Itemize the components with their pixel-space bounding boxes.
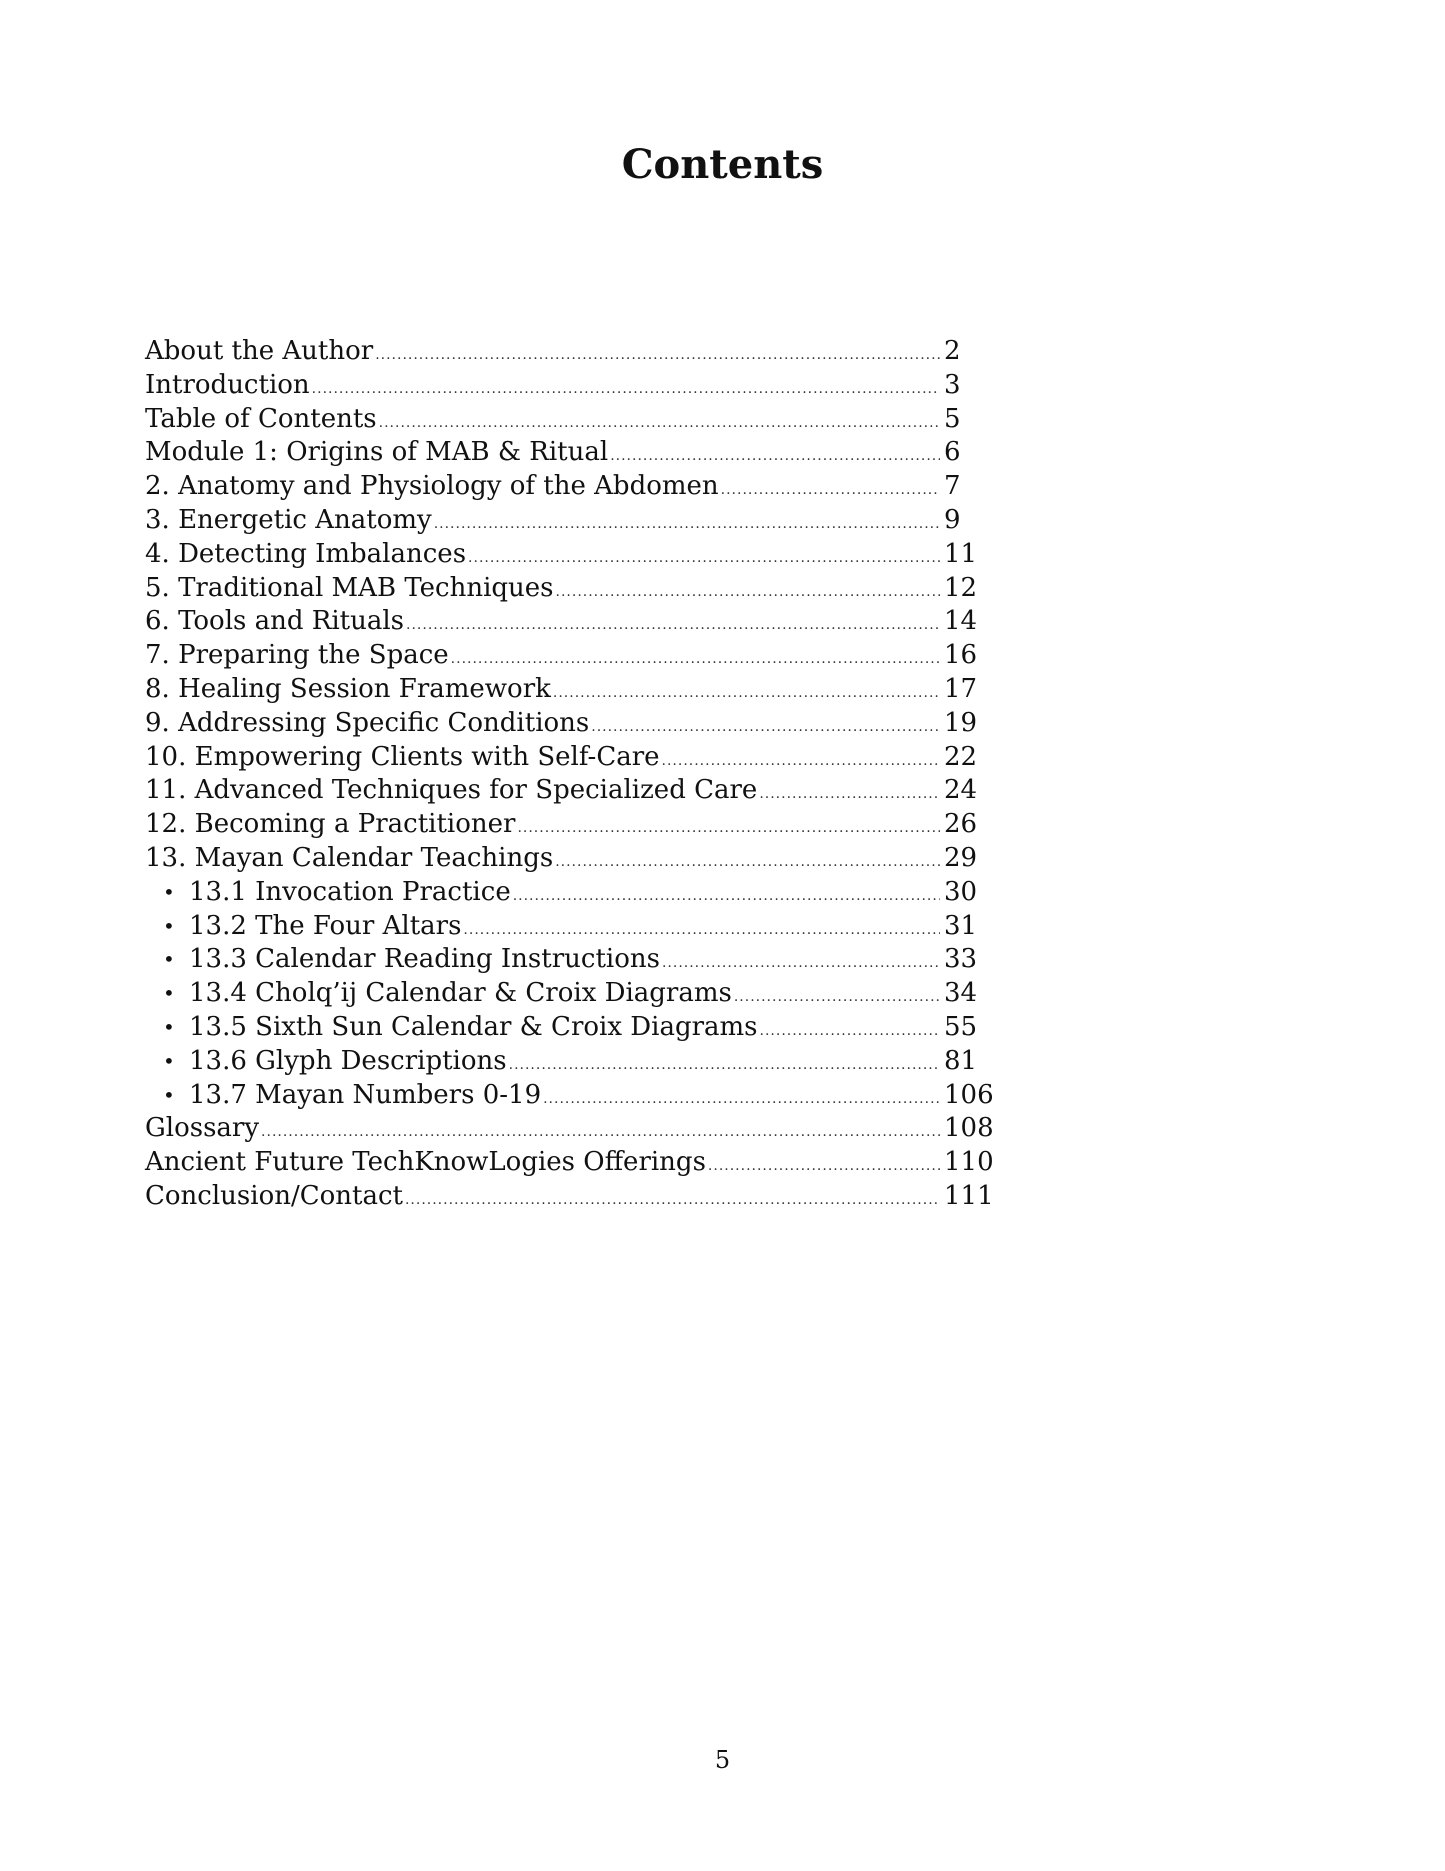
dot-leader: [556, 576, 940, 610]
toc-entry-page-number: 16: [944, 640, 978, 671]
toc-subentry[interactable]: [145, 910, 1000, 944]
toc-entry[interactable]: [145, 1112, 1000, 1146]
toc-subentry[interactable]: [145, 876, 1000, 910]
toc-entry[interactable]: [145, 707, 1000, 741]
toc-entry-title: 13. Mayan Calendar Teachings: [145, 842, 554, 873]
toc-entry[interactable]: [145, 842, 1000, 876]
toc-entry-title: 11. Advanced Techniques for Specialized Care: [145, 775, 758, 806]
dot-leader: [509, 1049, 940, 1083]
toc-entry-title: 13.4 Cholq’ij Calendar & Croix Diagrams: [189, 978, 732, 1009]
toc-entry-title: 7. Preparing the Space: [145, 640, 449, 671]
toc-entry-page-number: 22: [944, 741, 978, 772]
toc-entry-title: 13.1 Invocation Practice: [189, 876, 511, 907]
dot-leader: [610, 440, 940, 474]
toc-entry-page-number: 11: [944, 538, 978, 569]
toc-entry-page-number: 7: [944, 471, 961, 502]
toc-entry-page-number: 81: [944, 1045, 978, 1076]
toc-entry-title: 6. Tools and Rituals: [145, 606, 405, 637]
dot-leader: [463, 914, 940, 948]
toc-entry[interactable]: [145, 605, 1000, 639]
toc-entry-title: Module 1: Origins of MAB & Ritual: [145, 437, 609, 468]
toc-entry-page-number: 19: [944, 707, 978, 738]
toc-entry-page-number: 34: [944, 978, 978, 1009]
toc-entry-title: 10. Empowering Clients with Self-Care: [145, 741, 660, 772]
toc-entry-title: Table of Contents: [145, 403, 377, 434]
dot-leader: [555, 846, 940, 880]
toc-entry[interactable]: [145, 1180, 1000, 1214]
toc-subentry[interactable]: [145, 1011, 1000, 1045]
toc-entry-title: 13.2 The Four Altars: [189, 910, 462, 941]
dot-leader: [375, 339, 940, 373]
dot-leader: [721, 474, 940, 508]
toc-entry-title: 13.6 Glyph Descriptions: [189, 1045, 507, 1076]
toc-entry-page-number: 55: [944, 1011, 978, 1042]
toc-entry-page-number: 110: [944, 1147, 994, 1178]
toc-entry-page-number: 26: [944, 809, 978, 840]
toc-entry-page-number: 29: [944, 842, 978, 873]
dot-leader: [517, 812, 940, 846]
dot-leader: [379, 407, 940, 441]
toc-entry[interactable]: [145, 1146, 1000, 1180]
dot-leader: [759, 778, 940, 812]
toc-subentry[interactable]: [145, 1079, 1000, 1113]
bullet-icon: •: [163, 1082, 175, 1107]
page-title: Contents: [621, 141, 824, 188]
bullet-icon: •: [163, 913, 175, 938]
toc-entry-title: 13.5 Sixth Sun Calendar & Croix Diagrams: [189, 1011, 758, 1042]
dot-leader: [708, 1150, 940, 1184]
toc-entry[interactable]: [145, 808, 1000, 842]
dot-leader: [406, 609, 940, 643]
toc-subentry[interactable]: [145, 943, 1000, 977]
toc-entry[interactable]: [145, 639, 1000, 673]
toc-entry-page-number: 3: [944, 369, 961, 400]
dot-leader: [434, 508, 940, 542]
dot-leader: [591, 711, 940, 745]
toc-entry-page-number: 31: [944, 910, 978, 941]
toc-entry-title: 2. Anatomy and Physiology of the Abdomen: [145, 471, 719, 502]
toc-entry[interactable]: [145, 504, 1000, 538]
toc-entry-title: 8. Healing Session Framework: [145, 673, 551, 704]
bullet-icon: •: [163, 981, 175, 1006]
toc-entry[interactable]: [145, 436, 1000, 470]
toc-entry-title: 12. Becoming a Practitioner: [145, 809, 516, 840]
toc-entry-page-number: 14: [944, 606, 978, 637]
toc-entry-title: About the Author: [145, 336, 374, 366]
toc-entry-title: Glossary: [145, 1113, 260, 1144]
toc-entry-title: 5. Traditional MAB Techniques: [145, 572, 554, 603]
bullet-icon: •: [163, 1014, 175, 1039]
dot-leader: [513, 880, 940, 914]
toc-entry[interactable]: [145, 538, 1000, 572]
dot-leader: [451, 643, 940, 677]
table-of-contents: [145, 335, 1000, 1214]
dot-leader: [760, 1015, 940, 1049]
toc-entry-title: 4. Detecting Imbalances: [145, 538, 467, 569]
toc-entry[interactable]: [145, 774, 1000, 808]
toc-entry-title: 9. Addressing Specific Conditions: [145, 707, 590, 738]
toc-entry-page-number: 33: [944, 944, 978, 975]
toc-entry-page-number: 24: [944, 775, 978, 806]
toc-entry[interactable]: [145, 673, 1000, 707]
toc-entry-page-number: 106: [944, 1079, 994, 1110]
toc-entry[interactable]: [145, 741, 1000, 775]
dot-leader: [405, 1184, 940, 1218]
dot-leader: [543, 1083, 940, 1117]
dot-leader: [734, 981, 940, 1015]
toc-entry-page-number: 6: [944, 437, 961, 468]
toc-entry-page-number: 111: [944, 1180, 994, 1211]
toc-subentry[interactable]: [145, 1045, 1000, 1079]
dot-leader: [662, 947, 940, 981]
toc-entry-title: 3. Energetic Anatomy: [145, 504, 432, 535]
bullet-icon: •: [163, 1048, 175, 1073]
footer-page-number: 5: [714, 1746, 731, 1774]
toc-entry-page-number: 5: [944, 403, 961, 434]
dot-leader: [312, 373, 940, 407]
dot-leader: [261, 1116, 940, 1150]
toc-entry-title: Ancient Future TechKnowLogies Offerings: [145, 1147, 706, 1178]
toc-entry-page-number: 12: [944, 572, 978, 603]
toc-entry[interactable]: [145, 335, 1000, 369]
bullet-icon: •: [163, 879, 175, 904]
bullet-icon: •: [163, 947, 175, 972]
toc-entry-title: Conclusion/Contact: [145, 1180, 403, 1211]
toc-entry-page-number: 108: [944, 1113, 994, 1144]
toc-entry[interactable]: [145, 403, 1000, 437]
toc-entry[interactable]: [145, 470, 1000, 504]
toc-entry[interactable]: [145, 369, 1000, 403]
dot-leader: [553, 677, 940, 711]
toc-entry[interactable]: [145, 572, 1000, 606]
toc-entry-title: 13.7 Mayan Numbers 0-19: [189, 1079, 542, 1110]
toc-entry-title: 13.3 Calendar Reading Instructions: [189, 944, 660, 975]
toc-entry-page-number: 2: [944, 336, 961, 366]
toc-entry-page-number: 17: [944, 673, 978, 704]
toc-subentry[interactable]: [145, 977, 1000, 1011]
toc-entry-page-number: 30: [944, 876, 978, 907]
dot-leader: [468, 542, 940, 576]
toc-entry-title: Introduction: [145, 369, 310, 400]
toc-entry-page-number: 9: [944, 504, 961, 535]
dot-leader: [662, 745, 940, 779]
